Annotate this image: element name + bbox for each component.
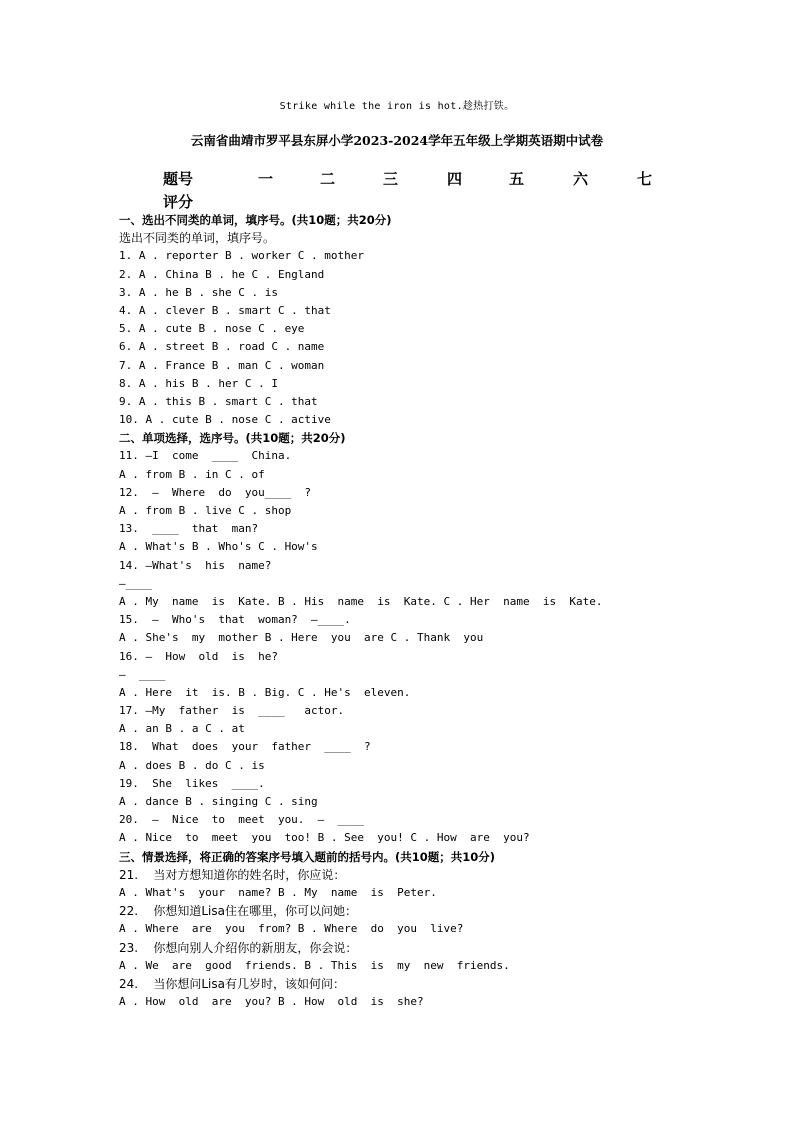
question-line: 7. A . France B . man C . woman <box>119 358 325 372</box>
question-line: 5. A . cute B . nose C . eye <box>119 322 305 336</box>
exam-content <box>119 211 739 1011</box>
question-line: 8. A . his B . her C . I <box>119 376 278 390</box>
question-line: 10. A . cute B . nose C . active <box>119 413 331 427</box>
question-line: A . What's your name? B . My name is Peter. <box>119 885 437 899</box>
question-line: 3. A . he B . she C . is <box>119 285 278 299</box>
question-line: —____ <box>119 576 153 590</box>
score-column-4: 四 <box>447 170 463 188</box>
score-column-6: 六 <box>573 170 589 188</box>
section-heading: 三、情景选择，将正确的答案序号填入题前的括号内。(共10题；共10分) <box>119 849 496 864</box>
score-column-2: 二 <box>320 170 336 188</box>
question-line: — ____ <box>119 667 166 681</box>
question-prompt: 21. 当对方想知道你的姓名时，你应说： <box>119 867 346 882</box>
question-line: A . We are good friends. B . This is my new friends. <box>119 958 510 972</box>
question-prompt: 23. 你想向别人介绍你的新朋友，你会说： <box>119 940 358 955</box>
question-line: 1. A . reporter B . worker C . mother <box>119 249 365 263</box>
question-line: A . She's my mother B . Here you are C . Thank you <box>119 631 484 645</box>
question-line: A . an B . a C . at <box>119 722 245 736</box>
question-line: 2. A . China B . he C . England <box>119 267 325 281</box>
section-heading: 二、单项选择，选序号。(共10题；共20分) <box>119 431 346 446</box>
question-line: 18. What does your father ____ ? <box>119 740 371 754</box>
question-line: A . My name is Kate. B . His name is Kate. C . Her name is Kate. <box>119 594 603 608</box>
question-line: 19. She likes ____. <box>119 776 265 790</box>
question-line: 4. A . clever B . smart C . that <box>119 303 331 317</box>
question-line: A . dance B . singing C . sing <box>119 795 318 808</box>
question-line: A . How old are you? B . How old is she? <box>119 995 424 1009</box>
question-line: 16. — How old is he? <box>119 649 278 663</box>
question-line: 12. — Where do you____ ? <box>119 485 312 499</box>
score-table-header-label: 题号 <box>163 170 194 188</box>
question-line: A . from B . live C . shop <box>119 504 292 517</box>
score-column-7: 七 <box>637 170 653 188</box>
question-line: A . does B . do C . is <box>119 758 265 772</box>
score-column-5: 五 <box>509 170 525 188</box>
question-line: 9. A . this B . smart C . that <box>119 394 318 408</box>
question-line: 6. A . street B . road C . name <box>119 340 325 354</box>
question-line: A . Here it is. B . Big. C . He's eleven. <box>119 685 411 699</box>
question-line: 14. —What's his name? <box>119 558 272 572</box>
exam-title: 云南省曲靖市罗平县东屏小学2023-2024学年五年级上学期英语期中试卷 <box>190 133 604 148</box>
question-prompt: 选出不同类的单词，填序号。 <box>119 231 276 246</box>
question-prompt: 24. 当你想问Lisa有几岁时，该如何问： <box>119 976 345 991</box>
question-line: A . from B . in C . of <box>119 467 265 481</box>
question-prompt: 22. 你想知道Lisa住在哪里，你可以问她： <box>119 904 357 919</box>
score-table-header-row <box>163 168 663 190</box>
question-line: 17. —My father is ____ actor. <box>119 704 345 718</box>
question-line: 13. ____ that man? <box>119 522 259 536</box>
score-column-1: 一 <box>258 170 274 188</box>
question-line: 15. — Who's that woman? —____. <box>119 613 351 627</box>
motto-header: Strike while the iron is hot.趁热打铁。 <box>279 101 515 112</box>
score-table-score-label: 评分 <box>163 193 194 211</box>
question-line: A . Nice to meet you too! B . See you! C . How are you? <box>119 831 530 845</box>
score-column-3: 三 <box>383 170 399 188</box>
question-line: 11. —I come ____ China. <box>119 449 292 463</box>
question-line: A . Where are you from? B . Where do you live? <box>119 922 464 936</box>
question-line: 20. — Nice to meet you. — ____ <box>119 813 365 827</box>
question-line: A . What's B . Who's C . How's <box>119 540 318 554</box>
section-heading: 一、选出不同类的单词，填序号。(共10题；共20分) <box>119 213 392 227</box>
